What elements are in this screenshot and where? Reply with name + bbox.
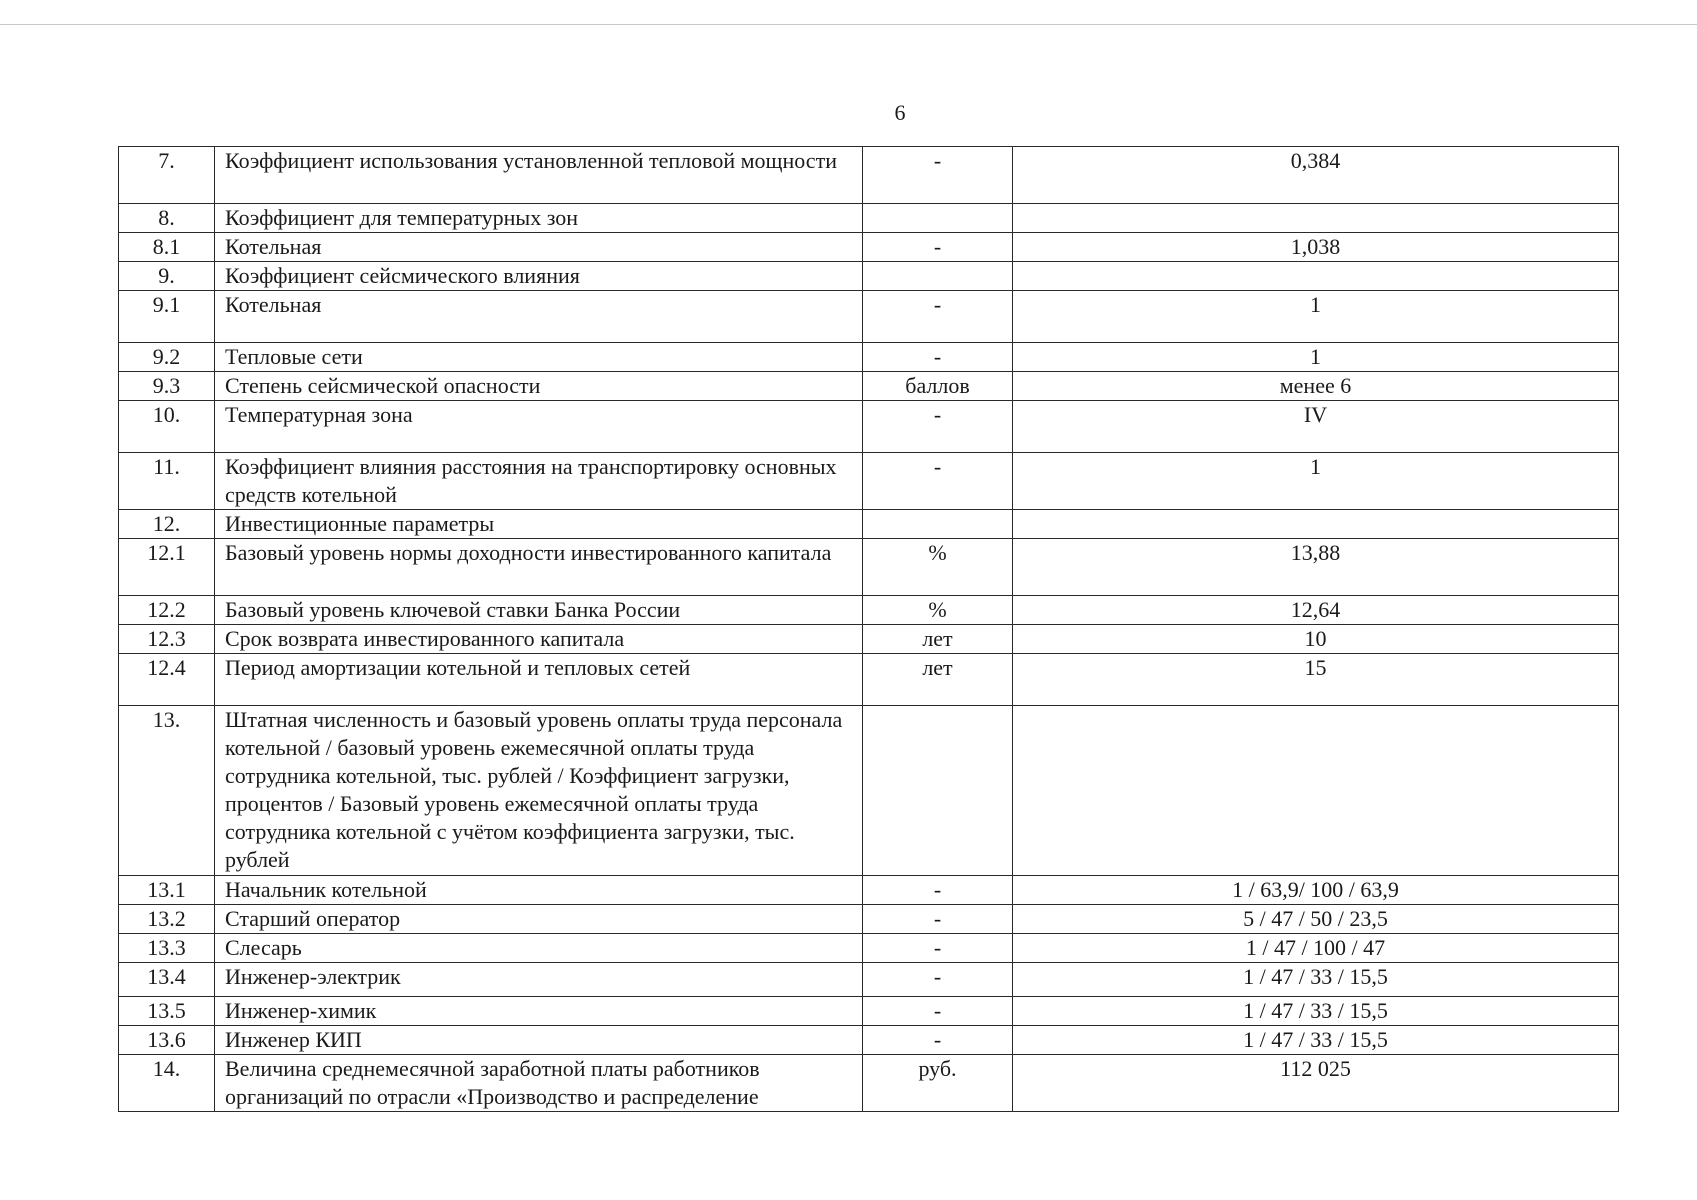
table-row	[119, 905, 1619, 934]
row-number: 13.4	[119, 963, 215, 997]
row-unit: -	[863, 233, 1013, 262]
row-unit	[863, 510, 1013, 539]
table-row	[119, 539, 1619, 596]
row-name: Коэффициент для температурных зон	[215, 204, 863, 233]
row-number: 13.3	[119, 934, 215, 963]
row-number: 9.3	[119, 372, 215, 401]
row-name: Котельная	[215, 233, 863, 262]
row-name: Инвестиционные параметры	[215, 510, 863, 539]
row-value: 13,88	[1013, 539, 1619, 596]
row-unit	[863, 262, 1013, 291]
row-unit: -	[863, 876, 1013, 905]
table-row	[119, 372, 1619, 401]
row-value: 5 / 47 / 50 / 23,5	[1013, 905, 1619, 934]
table-row	[119, 343, 1619, 372]
row-number: 13.2	[119, 905, 215, 934]
row-name: Слесарь	[215, 934, 863, 963]
row-number: 12.2	[119, 596, 215, 625]
table-row	[119, 510, 1619, 539]
row-value	[1013, 510, 1619, 539]
row-unit: -	[863, 401, 1013, 453]
table-row	[119, 233, 1619, 262]
table-row	[119, 596, 1619, 625]
row-number: 13.6	[119, 1026, 215, 1055]
row-name: Базовый уровень нормы доходности инвестированного капитала	[215, 539, 863, 596]
row-name: Срок возврата инвестированного капитала	[215, 625, 863, 654]
row-name: Инженер КИП	[215, 1026, 863, 1055]
table-row	[119, 204, 1619, 233]
row-number: 12.	[119, 510, 215, 539]
table-row	[119, 1055, 1619, 1112]
table-row	[119, 934, 1619, 963]
row-number: 11.	[119, 453, 215, 510]
row-value: IV	[1013, 401, 1619, 453]
row-unit: лет	[863, 625, 1013, 654]
row-name: Штатная численность и базовый уровень оплаты труда персонала котельной / базовый уровень ежемесячной оплаты труда сотрудника котельной, тыс. рублей / Коэффициент загрузки, процентов / Базовый уровень ежемесячной оплаты труда сотрудника котельной с учётом коэффициента загрузки, тыс. рублей	[215, 706, 863, 876]
row-unit	[863, 204, 1013, 233]
table-row	[119, 1026, 1619, 1055]
table-row	[119, 453, 1619, 510]
row-name: Коэффициент влияния расстояния на транспортировку основных средств котельной	[215, 453, 863, 510]
row-unit: руб.	[863, 1055, 1013, 1112]
row-name: Инженер-электрик	[215, 963, 863, 997]
table-row	[119, 291, 1619, 343]
page-number: 6	[894, 100, 906, 125]
table-row	[119, 963, 1619, 997]
row-unit: -	[863, 963, 1013, 997]
row-value	[1013, 262, 1619, 291]
row-name: Инженер-химик	[215, 997, 863, 1026]
table-row	[119, 876, 1619, 905]
row-number: 14.	[119, 1055, 215, 1112]
row-unit: -	[863, 997, 1013, 1026]
row-number: 8.1	[119, 233, 215, 262]
table-row	[119, 401, 1619, 453]
row-name: Величина среднемесячной заработной платы работников организаций по отрасли «Производство и распределение	[215, 1055, 863, 1112]
row-number: 12.4	[119, 654, 215, 706]
row-value: менее 6	[1013, 372, 1619, 401]
row-value: 1 / 47 / 100 / 47	[1013, 934, 1619, 963]
row-unit	[863, 706, 1013, 876]
row-name: Коэффициент использования установленной тепловой мощности	[215, 147, 863, 204]
row-value: 15	[1013, 654, 1619, 706]
row-unit: -	[863, 934, 1013, 963]
row-name: Базовый уровень ключевой ставки Банка России	[215, 596, 863, 625]
row-name: Период амортизации котельной и тепловых сетей	[215, 654, 863, 706]
row-number: 12.1	[119, 539, 215, 596]
row-number: 10.	[119, 401, 215, 453]
table-row	[119, 654, 1619, 706]
row-name: Старший оператор	[215, 905, 863, 934]
row-number: 8.	[119, 204, 215, 233]
row-value: 1	[1013, 343, 1619, 372]
row-number: 9.	[119, 262, 215, 291]
table-row	[119, 625, 1619, 654]
row-value: 1 / 63,9/ 100 / 63,9	[1013, 876, 1619, 905]
row-number: 9.1	[119, 291, 215, 343]
row-value: 1	[1013, 291, 1619, 343]
row-unit: %	[863, 596, 1013, 625]
row-value: 1 / 47 / 33 / 15,5	[1013, 963, 1619, 997]
row-name: Котельная	[215, 291, 863, 343]
row-name: Степень сейсмической опасности	[215, 372, 863, 401]
row-unit: -	[863, 291, 1013, 343]
row-number: 13.	[119, 706, 215, 876]
row-value: 10	[1013, 625, 1619, 654]
row-unit: -	[863, 453, 1013, 510]
row-name: Тепловые сети	[215, 343, 863, 372]
row-number: 7.	[119, 147, 215, 204]
table-row	[119, 997, 1619, 1026]
row-unit: -	[863, 147, 1013, 204]
row-value	[1013, 204, 1619, 233]
table-row	[119, 262, 1619, 291]
row-value: 1,038	[1013, 233, 1619, 262]
row-number: 9.2	[119, 343, 215, 372]
row-unit: баллов	[863, 372, 1013, 401]
row-name: Начальник котельной	[215, 876, 863, 905]
row-value: 1	[1013, 453, 1619, 510]
row-name: Коэффициент сейсмического влияния	[215, 262, 863, 291]
row-unit: -	[863, 343, 1013, 372]
row-value: 0,384	[1013, 147, 1619, 204]
parameters-table	[118, 146, 1619, 1112]
row-number: 12.3	[119, 625, 215, 654]
scan-edge-line	[0, 24, 1697, 25]
row-value: 1 / 47 / 33 / 15,5	[1013, 997, 1619, 1026]
row-value	[1013, 706, 1619, 876]
row-name: Температурная зона	[215, 401, 863, 453]
row-value: 1 / 47 / 33 / 15,5	[1013, 1026, 1619, 1055]
table-row	[119, 706, 1619, 876]
table-row	[119, 147, 1619, 204]
row-value: 112 025	[1013, 1055, 1619, 1112]
row-value: 12,64	[1013, 596, 1619, 625]
row-unit: %	[863, 539, 1013, 596]
row-unit: -	[863, 905, 1013, 934]
row-number: 13.5	[119, 997, 215, 1026]
row-unit: -	[863, 1026, 1013, 1055]
row-number: 13.1	[119, 876, 215, 905]
row-unit: лет	[863, 654, 1013, 706]
